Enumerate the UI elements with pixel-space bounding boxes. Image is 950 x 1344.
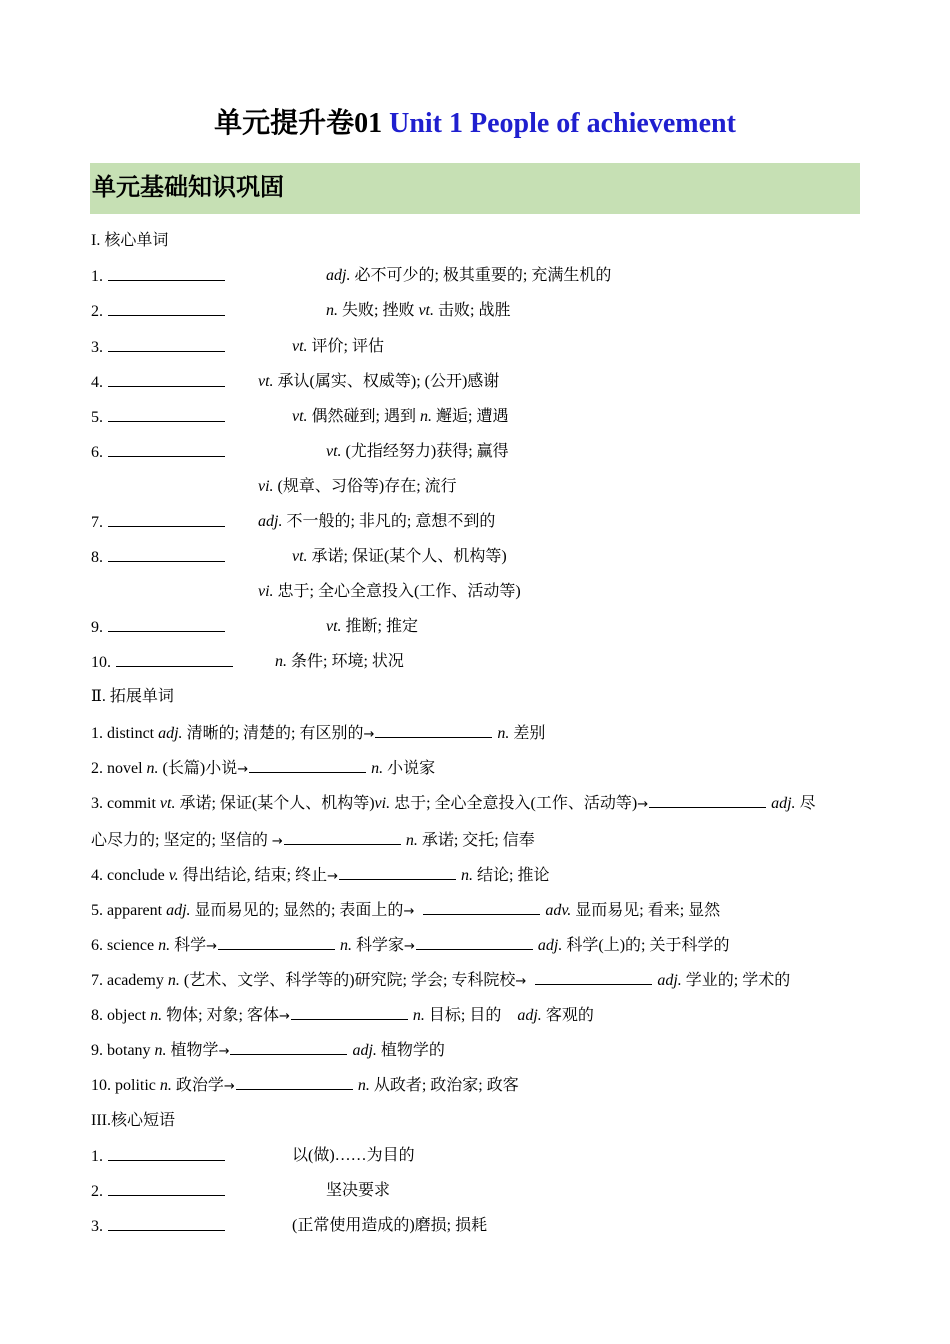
core-word-meaning: adj. 不一般的; 非凡的; 意想不到的 [258,513,496,530]
arrow-icon: → [218,1044,230,1059]
answer-blank[interactable] [108,406,225,422]
core-word-meaning: vi. (规章、习俗等)存在; 流行 [258,478,457,495]
core-word-meaning: vt. 偶然碰到; 遇到 n. 邂逅; 遭遇 [292,408,509,425]
answer-blank[interactable] [375,722,492,738]
core-word-row: 10. [91,651,234,674]
core-word-meaning: adj. 必不可少的; 极其重要的; 充满生机的 [326,267,612,284]
core-word-row: 5. [91,406,226,429]
answer-blank[interactable] [108,1180,225,1196]
extended-word-row: 7. academy n. (艺术、文学、科学等的)研究院; 学会; 专科院校→ adj. 学业的; 学术的 [91,969,790,993]
extended-word-row: 2. novel n. (长篇)小说→ n. 小说家 [91,757,435,781]
core-word-meaning: vt. 承诺; 保证(某个人、机构等) [292,548,507,565]
core-word-row: 1. [91,265,226,288]
answer-blank[interactable] [291,1004,408,1020]
core-word-row: 8. [91,546,226,569]
extended-word-row: 8. object n. 物体; 对象; 客体→ n. 目标; 目的 adj. 客观的 [91,1004,594,1028]
answer-blank[interactable] [218,934,335,950]
core-phrase-row: 3. [91,1215,226,1238]
answer-blank[interactable] [423,899,540,915]
answer-blank[interactable] [108,265,225,281]
core-word-row: 3. [91,336,226,359]
extended-word-row: 3. commit vt. 承诺; 保证(某个人、机构等)vi. 忠于; 全心全意投入(工作、活动等)→ adj. 尽 [91,792,816,816]
arrow-icon: → [515,974,527,989]
core-phrase-row: 2. [91,1180,226,1203]
core-phrase-meaning: 以(做)……为目的 [292,1147,415,1164]
answer-blank[interactable] [108,336,225,352]
answer-blank[interactable] [236,1074,353,1090]
arrow-icon: → [223,1079,235,1094]
page-title [0,104,950,144]
arrow-icon: → [403,904,415,919]
extended-word-row: 10. politic n. 政治学→ n. 从政者; 政治家; 政客 [91,1074,519,1098]
title-chinese: 单元提升卷01 [214,108,390,139]
arrow-icon: → [271,834,283,849]
answer-blank[interactable] [108,511,225,527]
core-word-row: 2. [91,300,226,323]
answer-blank[interactable] [108,371,225,387]
core-word-row: 9. [91,616,226,639]
core-phrase-meaning: (正常使用造成的)磨损; 损耗 [292,1217,488,1234]
arrow-icon: → [279,1009,290,1024]
extended-word-row: 4. conclude v. 得出结论, 结束; 终止→ n. 结论; 推论 [91,864,549,888]
core-word-meaning: n. 失败; 挫败 vt. 击败; 战胜 [326,302,511,319]
core-word-meaning: vt. 承认(属实、权威等); (公开)感谢 [258,373,500,390]
extended-word-row: 6. science n. 科学→ n. 科学家→ adj. 科学(上)的; 关于科学的 [91,934,729,958]
extended-word-row: 9. botany n. 植物学→ adj. 植物学的 [91,1039,445,1063]
answer-blank[interactable] [108,1145,225,1161]
core-word-meaning: vi. 忠于; 全心全意投入(工作、活动等) [258,583,521,600]
answer-blank[interactable] [108,616,225,632]
answer-blank[interactable] [108,300,225,316]
answer-blank[interactable] [339,864,456,880]
core-phrase-meaning: 坚决要求 [326,1182,391,1199]
answer-blank[interactable] [108,441,225,457]
answer-blank[interactable] [535,969,652,985]
arrow-icon: → [327,869,339,884]
arrow-icon: → [637,797,649,812]
arrow-icon: → [404,939,415,954]
arrow-icon: → [237,762,249,777]
answer-blank[interactable] [284,829,401,845]
arrow-icon: → [206,939,217,954]
arrow-icon: → [363,727,375,742]
core-phrase-row: 1. [91,1145,226,1168]
extended-word-row: 心尽力的; 坚定的; 坚信的 → n. 承诺; 交托; 信奉 [91,829,535,853]
section-heading-extended-words: Ⅱ. 拓展单词 [91,688,174,705]
core-word-meaning: n. 条件; 环境; 状况 [275,653,404,670]
title-english: Unit 1 People of achievement [389,108,736,139]
extended-word-row: 1. distinct adj. 清晰的; 清楚的; 有区别的→ n. 差别 [91,722,545,746]
core-word-row: 6. [91,441,226,464]
answer-blank[interactable] [649,792,766,808]
answer-blank[interactable] [416,934,533,950]
answer-blank[interactable] [230,1039,347,1055]
answer-blank[interactable] [249,757,366,773]
core-word-row: 4. [91,371,226,394]
section-heading-core-words: I. 核心单词 [91,232,169,249]
section-banner [90,163,860,214]
core-word-row: 7. [91,511,226,534]
answer-blank[interactable] [108,1215,225,1231]
answer-blank[interactable] [116,651,233,667]
core-word-meaning: vt. 评价; 评估 [292,338,384,355]
extended-word-row: 5. apparent adj. 显而易见的; 显然的; 表面上的→ adv. 显而易见; 看来; 显然 [91,899,720,923]
section-heading-core-phrases: III.核心短语 [91,1112,175,1129]
core-word-meaning: vt. 推断; 推定 [326,618,418,635]
answer-blank[interactable] [108,546,225,562]
banner-title: 单元基础知识巩固 [92,175,284,201]
core-word-meaning: vt. (尤指经努力)获得; 赢得 [326,443,509,460]
